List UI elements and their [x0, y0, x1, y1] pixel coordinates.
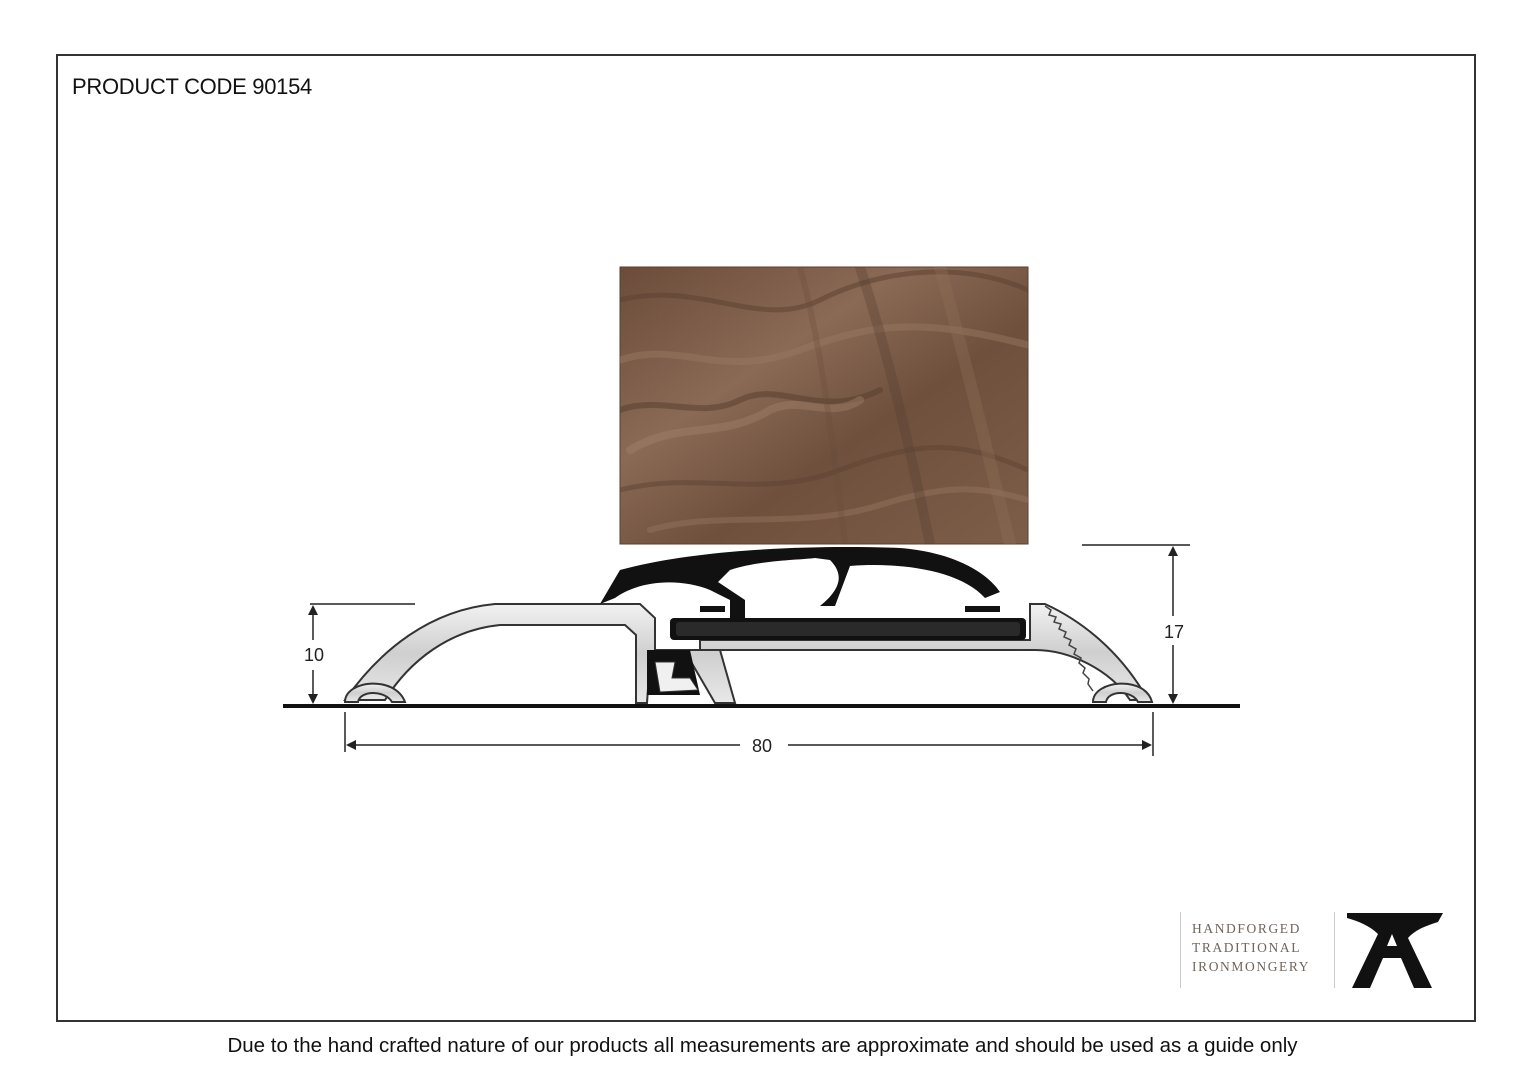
- brand-line-2: TRADITIONAL: [1192, 940, 1302, 955]
- measurement-disclaimer: Due to the hand crafted nature of our products all measurements are approximate and should be used as a guide only: [227, 1034, 1298, 1057]
- door-wood-block: [620, 267, 1028, 544]
- right-height-label: 17: [1164, 622, 1185, 642]
- left-height-label: 10: [304, 645, 325, 665]
- brand-line-3: IRONMONGERY: [1192, 959, 1311, 974]
- anvil-a-icon: [1347, 913, 1443, 988]
- product-code-label: PRODUCT CODE 90154: [72, 74, 312, 99]
- brand-divider-right: [1334, 912, 1335, 988]
- width-dimension: [345, 712, 1153, 756]
- width-label: 80: [752, 736, 773, 756]
- brand-line-1: HANDFORGED: [1192, 921, 1302, 936]
- brand-divider-left: [1180, 912, 1181, 988]
- brand-wordmark: [1192, 919, 1328, 976]
